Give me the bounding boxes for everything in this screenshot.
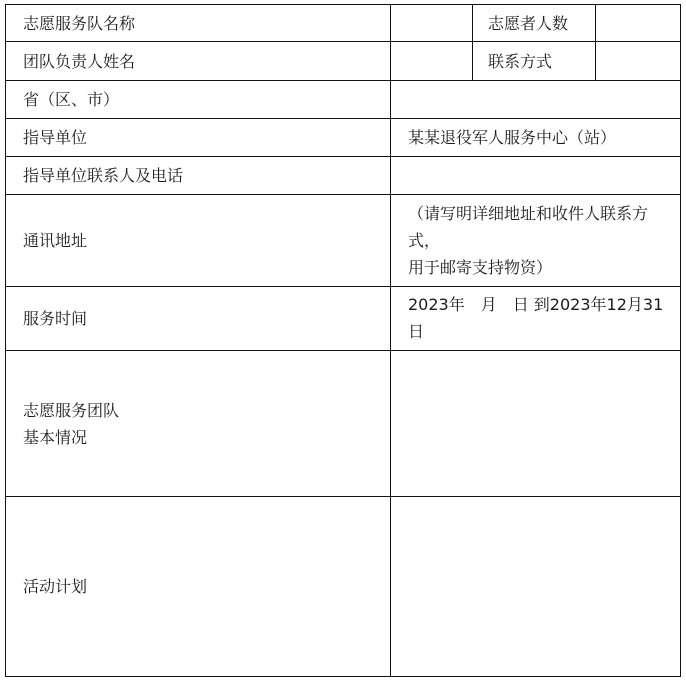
service-time-value[interactable]: 2023年 月 日 到2023年12月31日	[408, 295, 664, 341]
volunteer-count-label: 志愿者人数	[488, 13, 569, 33]
volunteer-team-form	[5, 4, 681, 677]
region-label: 省（区、市）	[23, 90, 120, 109]
address-value[interactable]: （请写明详细地址和收件人联系方式， 用于邮寄支持物资）	[408, 204, 649, 277]
row-divider	[5, 194, 681, 195]
column-divider	[472, 4, 473, 81]
region-field[interactable]	[391, 81, 680, 118]
guidance-contact-label: 指导单位联系人及电话	[23, 166, 184, 185]
team-name-label: 志愿服务队名称	[23, 13, 136, 33]
activity-plan-field[interactable]	[391, 497, 680, 676]
leader-name-label: 团队负责人姓名	[23, 51, 136, 71]
activity-plan-label: 活动计划	[23, 577, 88, 596]
team-name-field[interactable]	[391, 5, 472, 41]
leader-name-field[interactable]	[391, 42, 472, 80]
team-info-label: 志愿服务团队 基本情况	[23, 400, 120, 447]
guidance-unit-value: 某某退役军人服务中心（站）	[408, 128, 617, 147]
team-info-field[interactable]	[391, 351, 680, 496]
guidance-unit-label: 指导单位	[23, 128, 88, 147]
row-divider	[5, 286, 681, 287]
volunteer-count-field[interactable]	[596, 5, 680, 41]
address-label: 通讯地址	[23, 231, 88, 250]
border-left	[5, 4, 6, 677]
border-bottom	[5, 676, 681, 677]
service-time-label: 服务时间	[23, 309, 88, 328]
contact-field[interactable]	[596, 42, 680, 80]
guidance-contact-field[interactable]	[391, 157, 680, 194]
border-right	[680, 4, 681, 677]
contact-label: 联系方式	[488, 51, 553, 71]
